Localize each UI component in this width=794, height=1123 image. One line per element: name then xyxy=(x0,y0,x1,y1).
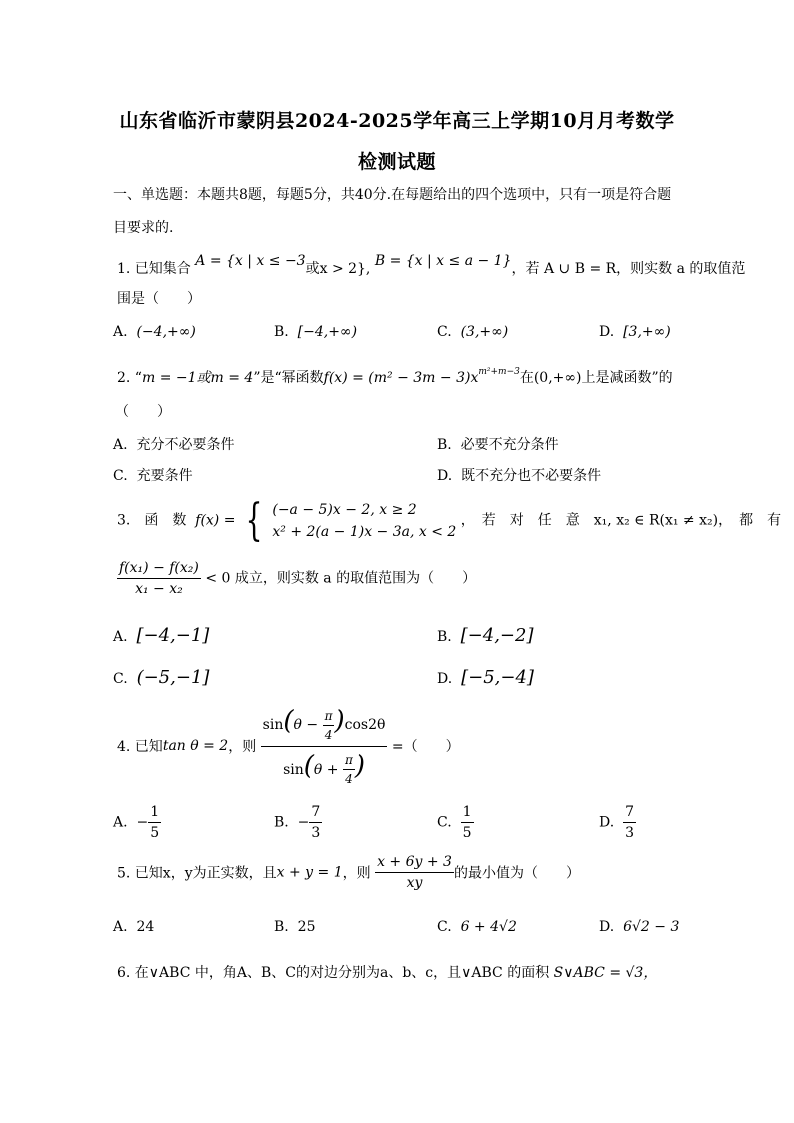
question-1-option-c[interactable] xyxy=(437,324,508,340)
fraction-numerator: f(x₁) − f(x₂) xyxy=(117,560,201,579)
exam-title-line2: 检测试题 xyxy=(357,151,436,173)
question-1-set-a: A = {x | x ≤ −3 xyxy=(195,253,306,269)
section-heading-line2: 目要求的. xyxy=(113,220,174,236)
option-value: [3,+∞) xyxy=(623,324,671,340)
question-2-number: 2. “ xyxy=(117,370,142,386)
question-4-option-d[interactable] xyxy=(599,804,636,841)
close-paren: ) xyxy=(354,750,366,781)
option-value: [−4,−2] xyxy=(460,625,534,646)
question-5-option-c[interactable] xyxy=(437,919,517,935)
question-2-option-b[interactable] xyxy=(437,434,559,454)
option-label: B. xyxy=(274,324,289,340)
question-5-number: 5. 已知x，y为正实数，且 xyxy=(117,865,277,882)
denominator-four: 4 xyxy=(324,727,333,742)
fraction-denominator: 5 xyxy=(150,825,160,841)
question-4-option-b[interactable] xyxy=(274,804,322,841)
pi-over-4 xyxy=(323,709,335,742)
option-value: (3,+∞) xyxy=(460,324,509,340)
option-value: [−5,−4] xyxy=(461,667,534,688)
question-3-condition: ， 若 对 任 意 x₁, x₂ ∈ R(x₁ ≠ x₂)， 都 有 xyxy=(460,512,782,529)
question-6-area: S∨ABC = √3， xyxy=(553,965,658,981)
option-fraction xyxy=(623,804,636,841)
fraction-denominator xyxy=(261,747,388,787)
option-value: 充要条件 xyxy=(136,468,193,484)
theta-minus: θ − xyxy=(293,717,319,733)
option-label: C. xyxy=(113,671,128,687)
close-paren: ) xyxy=(334,706,345,736)
question-5-then: ，则 xyxy=(342,865,371,882)
question-5-fraction xyxy=(375,854,454,891)
option-value: 6√2 − 3 xyxy=(623,919,680,935)
option-value: (−5,−1] xyxy=(136,667,210,688)
section-heading-line1: 一、单选题：本题共8题，每题5分，共40分.在每题给出的四个选项中，只有一项是符合题 xyxy=(113,187,672,203)
option-fraction xyxy=(148,804,161,841)
option-value: 6 + 4√2 xyxy=(460,919,517,935)
question-3-option-d[interactable] xyxy=(437,667,534,688)
option-sign: − xyxy=(136,814,149,831)
question-1-set-b: B = {x | x ≤ a − 1} xyxy=(374,253,512,269)
option-value: 24 xyxy=(136,919,155,935)
question-2-option-a[interactable] xyxy=(113,434,234,454)
question-6-text: 6. 在∨ABC 中，角A、B、C的对边分别为a、b、c，且∨ABC 的面积 xyxy=(117,965,550,981)
question-1-option-d[interactable] xyxy=(599,324,671,340)
option-label: D. xyxy=(437,671,453,687)
option-label: C. xyxy=(113,468,128,484)
option-label: A. xyxy=(113,629,128,645)
option-label: C. xyxy=(437,814,452,831)
option-label: D. xyxy=(599,324,615,340)
option-label: A. xyxy=(113,814,128,831)
question-4-then: ，则 xyxy=(228,739,257,755)
question-3-function-name: f(x) = xyxy=(195,512,236,529)
option-fraction xyxy=(461,804,474,841)
option-value: 25 xyxy=(297,919,316,935)
question-3-piecewise xyxy=(272,499,456,543)
fraction-denominator: 5 xyxy=(462,825,472,841)
theta-plus: θ + xyxy=(313,761,339,778)
question-5-option-b[interactable] xyxy=(274,919,315,935)
question-4-option-c[interactable] xyxy=(437,804,474,841)
question-2-stem-line2: （ ） xyxy=(115,404,171,420)
question-3-fraction xyxy=(117,560,201,597)
question-2-text: ”是“幂函数 xyxy=(253,370,324,386)
question-2-text-tail: 在(0,+∞)上是减函数”的 xyxy=(519,370,673,386)
piecewise-row-2: x² + 2(a − 1)x − 3a, x < 2 xyxy=(272,523,457,540)
exam-title-line1: 山东省临沂市蒙阴县2024-2025学年高三上学期10月月考数学 xyxy=(119,110,675,132)
option-value: [−4,+∞) xyxy=(297,324,358,340)
pi-over-4 xyxy=(343,753,355,786)
sin-label: sin xyxy=(262,717,284,733)
piecewise-brace: { xyxy=(245,495,263,546)
question-4-tail: =（ ） xyxy=(391,739,460,755)
question-1-option-b[interactable] xyxy=(274,324,357,340)
open-paren: ( xyxy=(283,706,294,736)
fraction-numerator: 1 xyxy=(148,804,161,823)
question-2-option-c[interactable] xyxy=(113,465,193,485)
option-label: C. xyxy=(437,919,452,935)
option-label: B. xyxy=(437,629,452,645)
question-1-stem xyxy=(117,253,746,278)
fraction-denominator: 3 xyxy=(625,825,635,841)
fraction-numerator: x + 6y + 3 xyxy=(375,854,454,873)
pi-symbol: π xyxy=(323,709,335,726)
option-label: D. xyxy=(599,919,615,935)
pi-symbol: π xyxy=(343,753,355,770)
option-fraction xyxy=(309,804,322,841)
question-2-exponent: m²+m−3 xyxy=(478,367,520,377)
question-1-condition: ，若 A ∪ B = R，则实数 a 的取值范 xyxy=(511,261,746,277)
fraction-numerator xyxy=(261,706,388,747)
denominator-four: 4 xyxy=(345,772,353,786)
option-label: B. xyxy=(274,814,289,831)
option-label: A. xyxy=(113,919,128,935)
sin-label: sin xyxy=(283,761,304,778)
option-label: A. xyxy=(113,437,128,453)
question-2-option-d[interactable] xyxy=(437,465,601,485)
question-3-number: 3. 函 数 xyxy=(117,512,187,529)
fraction-denominator: xy xyxy=(406,875,423,891)
option-sign: − xyxy=(297,814,310,831)
piecewise-row-1: (−a − 5)x − 2, x ≥ 2 xyxy=(272,501,417,518)
question-2-function: f(x) = (m² − 3m − 3)x xyxy=(323,370,479,386)
option-value: 既不充分也不必要条件 xyxy=(461,468,602,484)
option-label: A. xyxy=(113,324,128,340)
question-5-option-d[interactable] xyxy=(599,919,679,935)
option-label: D. xyxy=(437,468,453,484)
option-value: 充分不必要条件 xyxy=(136,437,235,453)
question-4-number: 4. 已知 xyxy=(117,739,163,755)
question-4-stem xyxy=(117,706,460,786)
question-1-option-a[interactable] xyxy=(113,324,196,340)
option-value: (−4,+∞) xyxy=(136,324,196,340)
cos-term: cos2θ xyxy=(344,717,386,733)
question-5-option-a[interactable] xyxy=(113,919,154,935)
fraction-denominator: 3 xyxy=(311,825,321,841)
question-3-tail: < 0 成立，则实数 a 的取值范围为（ ） xyxy=(205,570,477,587)
question-3-option-c[interactable] xyxy=(113,667,209,688)
question-1-set-a-tail: 或x > 2}, xyxy=(305,261,371,277)
question-4-fraction xyxy=(261,706,388,786)
question-2-stem xyxy=(117,367,673,387)
open-paren: ( xyxy=(303,750,314,781)
question-4-given: tan θ = 2 xyxy=(162,738,229,754)
fraction-numerator: 7 xyxy=(309,804,322,823)
question-1-number: 1. 已知集合 xyxy=(117,261,191,277)
question-4-option-a[interactable] xyxy=(113,804,161,841)
option-value: [−4,−1] xyxy=(136,625,210,646)
question-3-stem xyxy=(117,495,781,546)
question-3-stem-line2 xyxy=(117,560,476,597)
question-2-condition: m = −1或m = 4 xyxy=(141,370,254,386)
fraction-denominator: x₁ − x₂ xyxy=(135,581,183,597)
question-1-stem-line2: 围是（ ） xyxy=(117,291,201,307)
question-6-stem xyxy=(117,962,657,982)
question-3-option-a[interactable] xyxy=(113,625,209,646)
question-5-condition: x + y = 1 xyxy=(276,864,343,881)
question-5-stem xyxy=(117,854,580,891)
option-label: D. xyxy=(599,814,615,831)
fraction-numerator: 7 xyxy=(623,804,636,823)
option-label: B. xyxy=(274,919,289,935)
question-5-tail: 的最小值为（ ） xyxy=(453,865,580,882)
option-label: C. xyxy=(437,324,452,340)
option-label: B. xyxy=(437,437,452,453)
question-3-option-b[interactable] xyxy=(437,625,534,646)
option-value: 必要不充分条件 xyxy=(460,437,559,453)
fraction-numerator: 1 xyxy=(461,804,474,823)
